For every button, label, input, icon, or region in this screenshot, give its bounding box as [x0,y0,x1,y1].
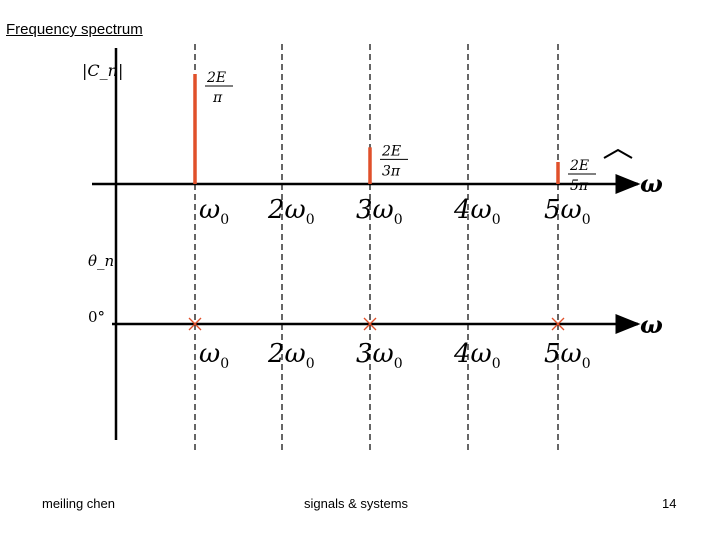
magnitude-label-den-h1: π [213,90,223,106]
magnitude-lines [195,70,596,194]
footer-course: signals & systems [304,496,409,511]
phase-tick-h1: $\omega_0$ [199,339,230,372]
magnitude-label-num-h3: 2E [382,143,402,160]
phase-tick-h4: $4\omega_0$ [454,339,501,372]
magnitude-tick-labels [199,195,591,228]
footer-page-number: 14 [662,496,677,511]
magnitude-label-num-h5: 2E [570,158,590,174]
magnitude-tick-h1: $\omega_0$ [199,195,230,228]
phase-tick-h2: $2\omega_0$ [268,339,315,372]
magnitude-tick-h3: $3\omega_0$ [356,195,403,228]
phase-y-label: θ_n [88,252,115,270]
harmonic-guides [195,44,558,452]
magnitude-tick-h2: $2\omega_0$ [268,195,315,228]
phase-tick-h5: $5\omega_0$ [544,339,591,372]
magnitude-y-label-text: |C_n| [82,61,124,80]
phase-omega-label: ω [640,310,663,339]
slide-title: Frequency spectrum [6,21,143,38]
phase-tick-labels [199,339,591,372]
magnitude-label-den-h3: 3π [382,163,401,180]
caret-mark [604,150,632,158]
magnitude-tick-h4: $4\omega_0$ [454,195,501,228]
phase-zero-label: 0° [88,308,106,326]
footer-author: meiling chen [42,496,115,511]
magnitude-label-den-h5: 5π [570,178,589,194]
phase-tick-h3: $3\omega_0$ [356,339,403,372]
magnitude-omega-label: ω [640,169,663,198]
magnitude-y-label [82,61,123,80]
magnitude-tick-h5: $5\omega_0$ [544,195,591,228]
magnitude-label-num-h1: 2E [207,70,227,86]
